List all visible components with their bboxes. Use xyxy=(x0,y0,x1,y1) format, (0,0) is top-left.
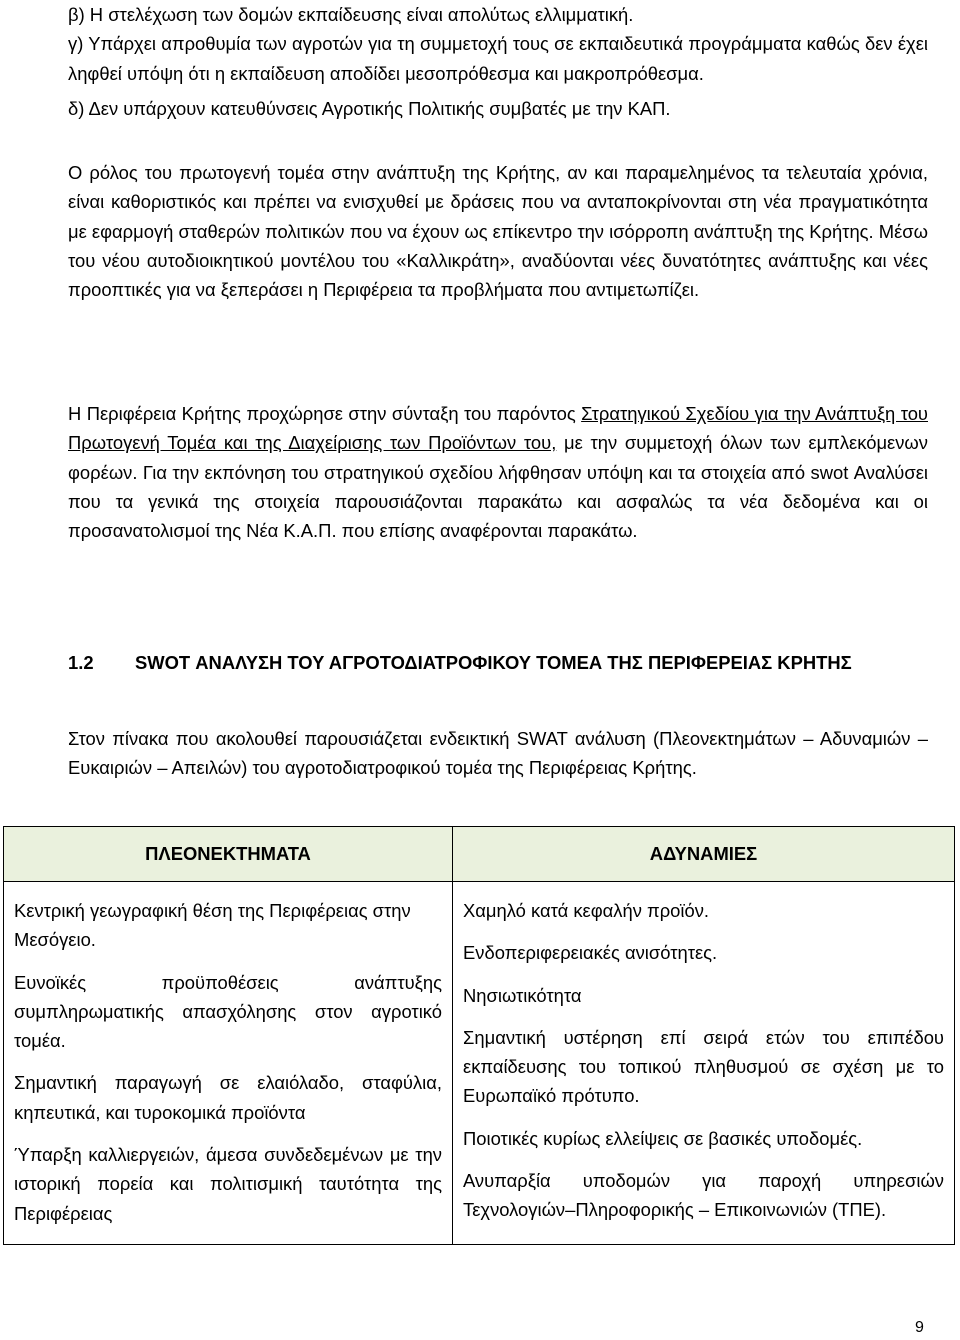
section-title: SWOT ΑΝΑΛΥΣΗ ΤΟΥ ΑΓΡΟΤΟΔΙΑΤΡΟΦΙΚΟΥ ΤΟΜΕΑ ΤΗΣ ΠΕΡΙΦΕΡΕΙΑΣ ΚΡΗΤΗΣ xyxy=(135,652,852,673)
weakness-item: Ενδοπεριφερειακές ανισότητες. xyxy=(463,942,718,964)
plan-title-underlined: Στρατηγικού Σχεδίου για την Ανάπτυξη του Πρωτογενή Τομέα και της Διαχείρισης των Προϊόντων του, xyxy=(68,403,928,454)
strength-item: Κεντρική γεωγραφική θέση της Περιφέρειας στην Μεσόγειο. xyxy=(14,900,411,951)
strengths-cell xyxy=(4,882,453,1245)
intro-list xyxy=(68,0,928,123)
strength-item: Ευνοϊκές προϋποθέσεις ανάπτυξης συμπληρωματικής απασχόλησης στον αγροτικό τομέα. xyxy=(14,971,442,1052)
strength-item: Σημαντική παραγωγή σε ελαιόλαδο, σταφύλια, κηπευτικά, και τυροκομικά προϊόντα xyxy=(14,1072,442,1123)
page-number: 9 xyxy=(915,1319,924,1336)
paragraph-role-text: Ο ρόλος του πρωτογενή τομέα στην ανάπτυξη της Κρήτης, αν και παραμελημένος τα τελευταία χρόνια, είναι καθοριστικός και πρέπει να ενισχυθεί με δράσεις που να ανταποκρίνονται στη νέα πραγματικότητα με εφαρμογή σταθερών πολιτικών που να έχουν ως επίκεντρο την ισόρροπη ανάπτυξη της Κρήτης. Μέσω του νέου αυτοδιοικητικού μοντέλου του «Καλλικράτη», αναδύονται νέες δυνατότητες ανάπτυξης και νέες προοπτικές για να ξεπεράσει η Περιφέρεια τα προβλήματα που αντιμετωπίζει. xyxy=(68,162,928,301)
paragraph-role xyxy=(68,158,928,304)
header-strengths: ΠΛΕΟΝΕΚΤΗΜΑΤΑ xyxy=(4,827,453,882)
weaknesses-cell xyxy=(453,882,955,1245)
plan-text-after: με την συμμετοχή όλων των εμπλεκόμενων φορέων. Για την εκπόνηση του στρατηγικού σχεδίου λήφθησαν υπόψη και τα στοιχεία από swot Αναλύσει που τα γενικά της στοιχεία παρουσιάζονται παρακάτω και ασφαλώς τα νέα δεδομένα και οι προσανατολισμοί της Νέα Κ.Α.Π. που επίσης αναφέρονται παρακάτω. xyxy=(68,432,928,542)
intro-line-d: δ) Δεν υπάρχουν κατευθύνσεις Αγροτικής Πολιτικής συμβατές με την ΚΑΠ. xyxy=(68,97,671,119)
swot-header-row xyxy=(4,827,955,882)
paragraph-table-intro xyxy=(68,724,928,783)
section-number: 1.2 xyxy=(68,652,94,673)
swot-table xyxy=(3,826,955,1245)
paragraph-plan-text xyxy=(68,399,928,545)
paragraph-table-intro-text: Στον πίνακα που ακολουθεί παρουσιάζεται ενδεικτική SWAT ανάλυση (Πλεονεκτημάτων – Αδυναμιών – Ευκαιριών – Απειλών) του αγροτοδιατροφικού τομέα της Περιφέρειας Κρήτης. xyxy=(68,728,928,779)
weakness-item: Σημαντική υστέρηση επί σειρά ετών του επιπέδου εκπαίδευσης του τοπικού πληθυσμού σε σχέση με το Ευρωπαϊκό πρότυπο. xyxy=(463,1026,944,1107)
weakness-item: Ποιοτικές κυρίως ελλείψεις σε βασικές υποδομές. xyxy=(463,1127,863,1149)
intro-line-c: γ) Υπάρχει απροθυμία των αγροτών για τη συμμετοχή τους σε εκπαιδευτικά προγράμματα καθώς δεν έχει ληφθεί υπόψη ότι η εκπαίδευση αποδίδει μεσοπρόθεσμα και μακροπρόθεσμα. xyxy=(68,33,928,84)
paragraph-plan xyxy=(68,399,928,545)
plan-text-before: Η Περιφέρεια Κρήτης προχώρησε στην σύνταξη του παρόντος xyxy=(68,403,582,424)
header-weaknesses: ΑΔΥΝΑΜΙΕΣ xyxy=(453,827,955,882)
weakness-item: Χαμηλό κατά κεφαλήν προϊόν. xyxy=(463,900,710,921)
weakness-item: Νησιωτικότητα xyxy=(463,984,582,1006)
swot-body-row xyxy=(4,882,955,1245)
weakness-item: Ανυπαρξία υποδομών για παροχή υπηρεσιών Τεχνολογιών–Πληροφορικής – Επικοινωνιών (ΤΠΕ). xyxy=(463,1170,944,1221)
intro-line-b: β) Η στελέχωση των δομών εκπαίδευσης είναι απολύτως ελλιμματική. xyxy=(68,4,634,25)
strength-item: Ύπαρξη καλλιεργειών, άμεσα συνδεδεμένων με την ιστορική πορεία και πολιτισμική ταυτότητα της Περιφέρειας xyxy=(14,1144,442,1224)
